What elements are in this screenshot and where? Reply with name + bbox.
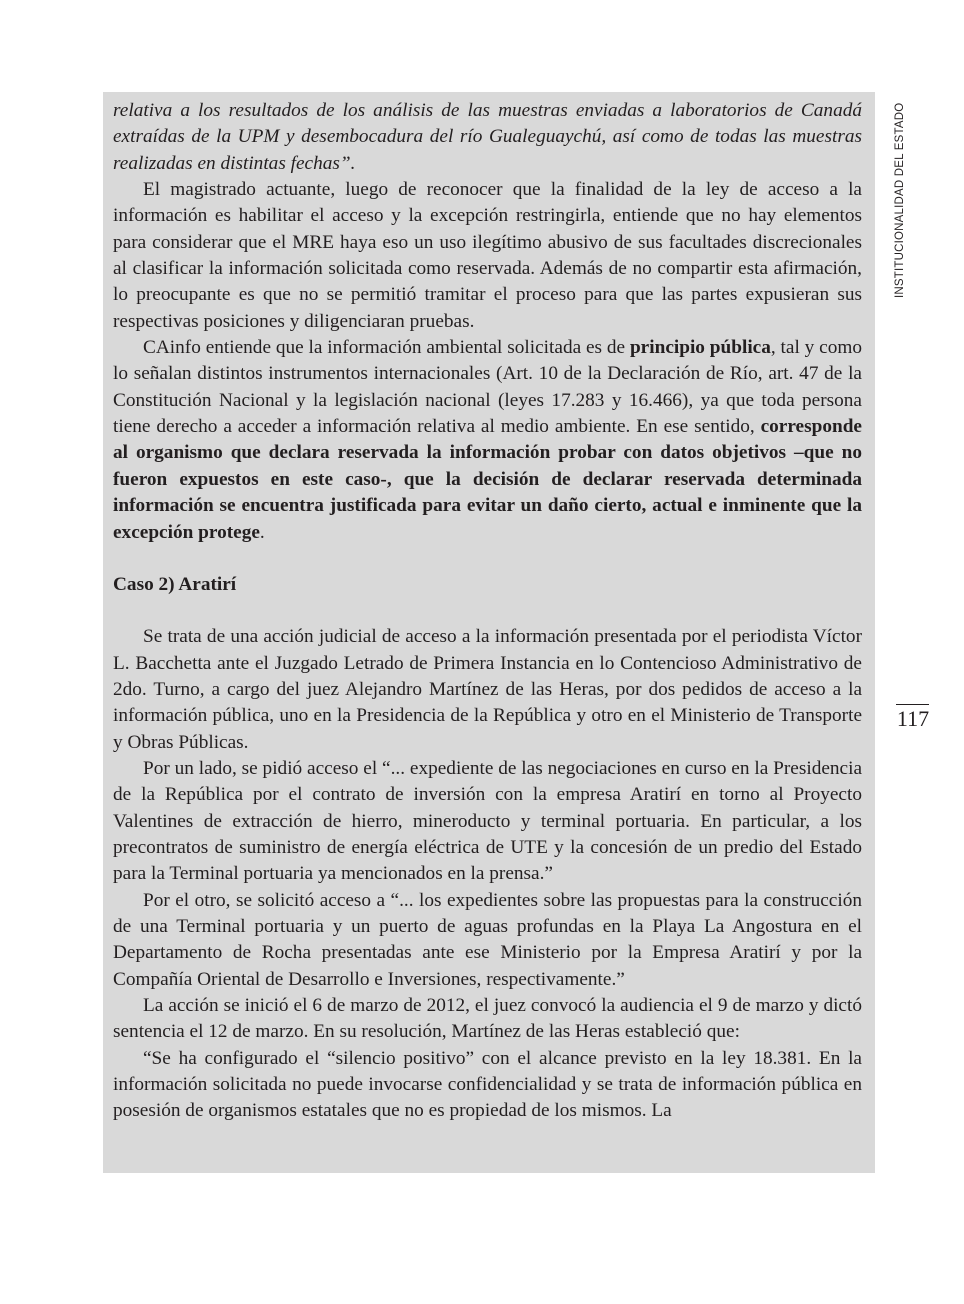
cainfo-text-2: , tal y como lo señalan distintos instrumentos internacionales (Art. 10 de la Declaración de Río, art. 47 de la Constitución Nacional y la legislación nacional (leyes 17.283 y 16.466), ya que toda persona tiene derecho a acceder a información relativa al medio ambiente. En ese sentido, [113,337,863,438]
paragraph-magistrate: El magistrado actuante, luego de reconocer que la finalidad de la ley de acceso a la información es habilitar el acceso y la excepción restringirla, entiende que no hay elementos para considerar que el MRE haya eso un uso ilegítimo abusivo de sus facultades discrecionales al clasificar la información solicitada como reservada. Además de no compartir esta afirmación, lo preocupante es que no se permitió tramitar el proceso para que las partes expusieran sus respectivas posiciones y diligenciaran pruebas. [113,179,862,332]
body-text [113,98,862,1125]
paragraph-cainfo [113,335,862,546]
cainfo-text-3: . [259,521,265,543]
page-number: 117 [896,706,930,731]
shaded-text-panel [103,92,875,1173]
section-heading: Caso 2) Aratirí [113,573,237,595]
paragraph-ruling-quote: “Se ha configurado el “silencio positivo” con el alcance previsto en la ley 18.381. En la información solicitada no puede invocarse confidencialidad y se trata de información pública en posesión de organismos estatales que no es propiedad de los mismos. La [113,1047,862,1122]
cainfo-bold-2: corresponde al organismo que declara reservada la información probar con datos objetivos –que no fueron expuestos en este caso-, que la decisión de declarar reservada determinada información se encuentra justificada para evitar un daño cierto, actual e inminente que la excepción protege [113,416,862,543]
running-section-label: INSTITUCIONALIDAD DEL ESTADO [894,102,906,298]
paragraph-quote-end: relativa a los resultados de los análisis de las muestras enviadas a laboratorios de Canadá extraídas de la UPM y desembocadura del río Gualeguaychú, así como de todas las muestras realizadas en distintas fechas”. [113,100,862,174]
paragraph-aratiri-intro: Se trata de una acción judicial de acceso a la información presentada por el periodista Víctor L. Bacchetta ante el Juzgado Letrado de Primera Instancia en lo Contencioso Administrativo de 2do. Turno, a cargo del juez Alejandro Martínez de las Heras, por dos pedidos de acceso a la información pública, uno en la Presidencia de la República y otro en el Ministerio de Transporte y Obras Públicas. [113,626,862,753]
cainfo-text-1: CAinfo entiende que la información ambiental solicitada es de [143,337,630,359]
paragraph-action: La acción se inició el 6 de marzo de 2012, el juez convocó la audiencia el 9 de marzo y dictó sentencia el 12 de marzo. En su resolución, Martínez de las Heras estableció que: [113,995,862,1043]
cainfo-bold-1: principio pública [629,337,771,359]
paragraph-request-2: Por el otro, se solicitó acceso a “... los expedientes sobre las propuestas para la construcción de una Terminal portuaria y un puerto de aguas profundas en la Playa La Angostura en el Departamento de Rocha presentadas ante ese Ministerio por la Empresa Aratirí y por la Compañía Oriental de Desarrollo e Inversiones, respectivamente.” [113,889,862,990]
paragraph-request-1: Por un lado, se pidió acceso el “... expediente de las negociaciones en curso en la Presidencia de la República por el contrato de inversión con la empresa Aratirí en torno al Proyecto Valentines de extracción de hierro, mineroducto y terminal portuaria. En particular, a los precontratos de suministro de energía eléctrica de UTE y la concesión de un predio del Estado para la Terminal portuaria ya mencionados en la prensa.” [113,757,862,885]
